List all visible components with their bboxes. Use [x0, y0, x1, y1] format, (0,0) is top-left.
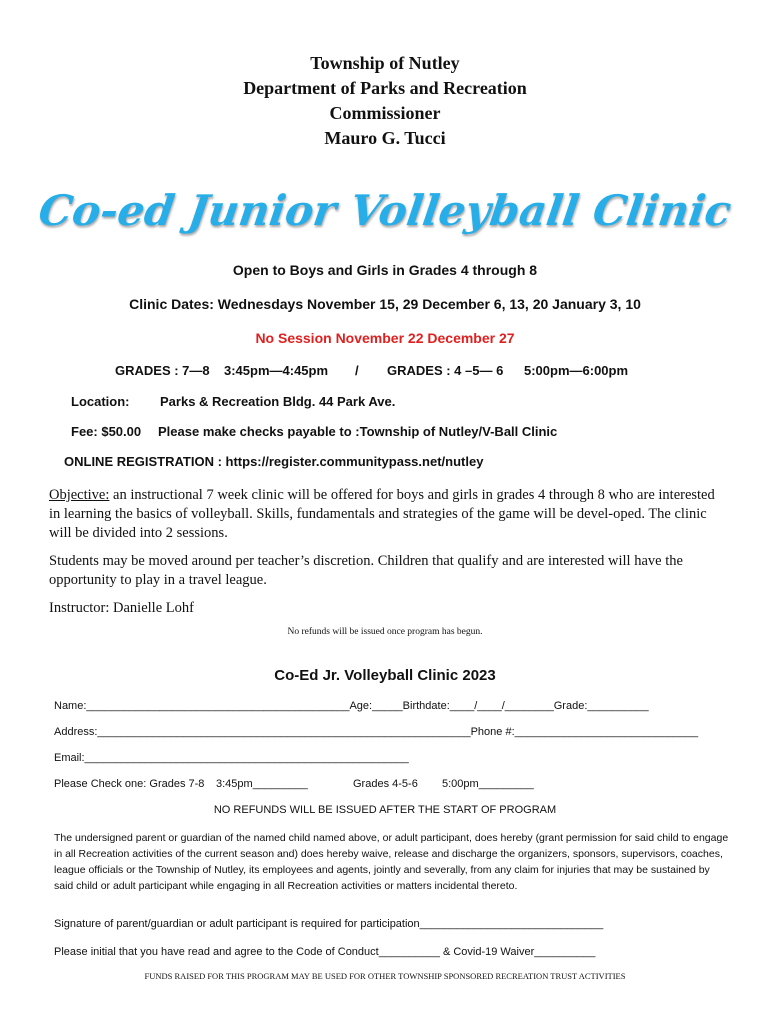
footer-note: FUNDS RAISED FOR THIS PROGRAM MAY BE USED FOR OTHER TOWNSHIP SPONSORED RECREATION TRUST ACTIVITIES — [144, 971, 626, 981]
clinic-dates: Clinic Dates: Wednesdays November 15, 29 December 6, 13, 20 January 3, 10 — [129, 296, 641, 312]
fee-label: Fee: $50.00 — [71, 424, 142, 439]
location-value: Parks & Recreation Bldg. 44 Park Ave. — [160, 394, 396, 409]
fee-payable-text: Please make checks payable to :Township of Nutley/V-Ball Clinic — [158, 424, 558, 439]
objective-label: Objective: — [49, 487, 110, 503]
check-3-45pm[interactable]: 3:45pm_________ — [216, 778, 308, 790]
header-line-name: Mauro G. Tucci — [324, 128, 446, 148]
schedule-separator: / — [355, 363, 359, 378]
check-one-label: Please Check one: Grades 7-8 — [54, 778, 205, 790]
online-registration: ONLINE REGISTRATION : https://register.communitypass.net/nutley — [64, 454, 484, 469]
grades-4-5-6-label: Grades 4-5-6 — [353, 778, 418, 790]
email-line[interactable]: Email:_____________________________________________________ — [54, 752, 409, 764]
grades-4-6-time: 5:00pm—6:00pm — [524, 363, 629, 378]
students-paragraph: Students may be moved around per teacher’s discretion. Children that qualify and are interested will have the opportunity to play in a travel league. — [49, 553, 683, 588]
address-phone-line[interactable]: Address:_____________________________________________________________Phone #:______________________________ — [54, 726, 699, 738]
objective-text: an instructional 7 week clinic will be offered for boys and girls in grades 4 through 8 who are interested in learning the basics of volleyball. Skills, fundamentals and strategies of the game will be devel-oped. The clinic will be divided into 2 sessions. — [49, 487, 715, 541]
waiver-paragraph: The undersigned parent or guardian of the named child named above, or adult participant, does hereby (grant permission for said child to engage in all Recreation activities of the current season and) does hereby waive, release and discharge the organizers, sponsors, supervisors, coaches, league officials or the Township of Nutley, its employees and agents, jointly and severally, from any claim for injuries that may be sustained by said child or adult participant while engaging in all Recreation activities or matters incidental thereto. — [54, 832, 729, 892]
grades-7-8-time: 3:45pm—4:45pm — [224, 363, 329, 378]
initial-line[interactable]: Please initial that you have read and agree to the Code of Conduct__________ & Covid-19 Waiver__________ — [54, 946, 596, 958]
no-session-notice: No Session November 22 December 27 — [255, 330, 515, 346]
form-title: Co-Ed Jr. Volleyball Clinic 2023 — [274, 667, 496, 684]
open-to-text: Open to Boys and Girls in Grades 4 through 8 — [232, 262, 538, 278]
no-refunds-statement: NO REFUNDS WILL BE ISSUED AFTER THE START OF PROGRAM — [213, 804, 557, 816]
objective-paragraph — [49, 486, 729, 543]
header-line-township: Township of Nutley — [310, 53, 460, 73]
clinic-title: Co-ed Junior Volleyball Clinic — [35, 186, 735, 235]
signature-line[interactable]: Signature of parent/guardian or adult participant is required for participation______________________________ — [54, 918, 604, 930]
grades-4-6-label: GRADES : 4 –5— 6 — [387, 363, 504, 378]
header-line-commissioner: Commissioner — [329, 103, 441, 123]
check-5-00pm[interactable]: 5:00pm_________ — [442, 778, 534, 790]
grades-7-8-label: GRADES : 7—8 — [115, 363, 210, 378]
name-age-birthdate-grade-line[interactable]: Name:___________________________________________Age:_____Birthdate:____/____/________Grade:__________ — [54, 700, 649, 712]
header-line-department: Department of Parks and Recreation — [243, 78, 527, 98]
location-label: Location: — [71, 394, 130, 409]
no-refunds-note: No refunds will be issued once program has begun. — [287, 627, 483, 637]
instructor-text: Instructor: Danielle Lohf — [49, 600, 194, 616]
